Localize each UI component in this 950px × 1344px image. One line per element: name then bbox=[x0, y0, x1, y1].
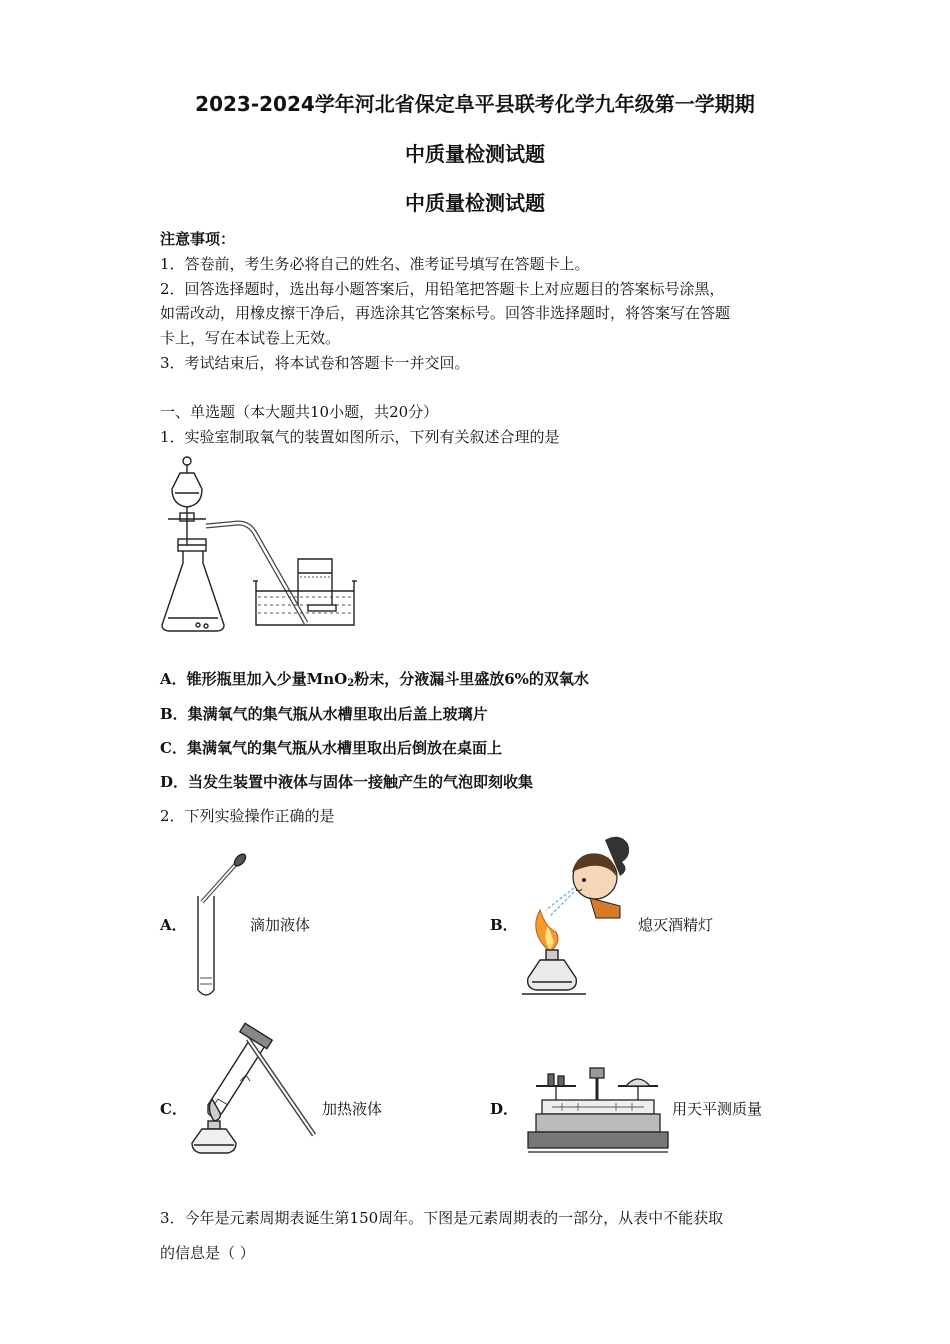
question-2-option-d-letter: D． bbox=[490, 1100, 519, 1118]
question-1-option-c: C．集满氧气的集气瓶从水槽里取出后倒放在桌面上 bbox=[160, 739, 502, 757]
question-2-option-c-label: 加热液体 bbox=[322, 1100, 383, 1118]
question-3-stem-line-1: 3．今年是元素周期表诞生第150周年。下图是元素周期表的一部分，从表中不能获取 bbox=[160, 1209, 724, 1227]
notice-item: 2．回答选择题时，选出每小题答案后，用铅笔把答题卡上对应题目的答案标号涂黑， bbox=[160, 280, 725, 298]
question-2-option-c-letter: C． bbox=[160, 1100, 187, 1118]
title-line-3: 中质量检测试题 bbox=[405, 191, 545, 215]
question-1-stem: 1．实验室制取氧气的装置如图所示，下列有关叙述合理的是 bbox=[160, 428, 560, 446]
question-2-stem: 2．下列实验操作正确的是 bbox=[160, 807, 335, 825]
notice-item: 3．考试结束后，将本试卷和答题卡一并交回。 bbox=[160, 354, 470, 372]
section-heading: 一、单选题（本大题共10小题，共20分） bbox=[160, 403, 439, 421]
title-line-1: 2023-2024学年河北省保定阜平县联考化学九年级第一学期期 bbox=[195, 92, 755, 116]
question-1-option-b: B．集满氧气的集气瓶从水槽里取出后盖上玻璃片 bbox=[160, 705, 488, 723]
heating-liquid-figure bbox=[188, 1025, 323, 1157]
question-2-option-b-label: 熄灭酒精灯 bbox=[638, 916, 714, 934]
question-2-option-a-letter: A． bbox=[160, 916, 187, 934]
blowing-out-lamp-figure bbox=[520, 832, 635, 1000]
notice-item: 1．答卷前，考生务必将自己的姓名、准考证号填写在答题卡上。 bbox=[160, 255, 590, 273]
oxygen-apparatus-figure bbox=[158, 455, 358, 635]
question-2-option-b-letter: B． bbox=[490, 916, 518, 934]
dropper-test-tube-figure bbox=[190, 850, 250, 1000]
question-2-option-a-label: 滴加液体 bbox=[250, 916, 311, 934]
question-3-stem-line-2: 的信息是（ ） bbox=[160, 1244, 255, 1262]
title-line-2: 中质量检测试题 bbox=[405, 142, 545, 166]
question-1-option-a: A．锥形瓶里加入少量MnO$_2$粉末，分液漏斗里盛放6%的双氧水 bbox=[160, 670, 589, 689]
question-2-option-d-label: 用天平测质量 bbox=[672, 1100, 763, 1118]
notice-item: 卡上，写在本试卷上无效。 bbox=[160, 329, 341, 347]
balance-scale-figure bbox=[522, 1062, 672, 1158]
question-1-option-d: D．当发生装置中液体与固体一接触产生的气泡即刻收集 bbox=[160, 773, 534, 791]
notice-heading: 注意事项： bbox=[160, 230, 236, 248]
notice-item: 如需改动，用橡皮擦干净后，再选涂其它答案标号。回答非选择题时，将答案写在答题 bbox=[160, 304, 731, 322]
